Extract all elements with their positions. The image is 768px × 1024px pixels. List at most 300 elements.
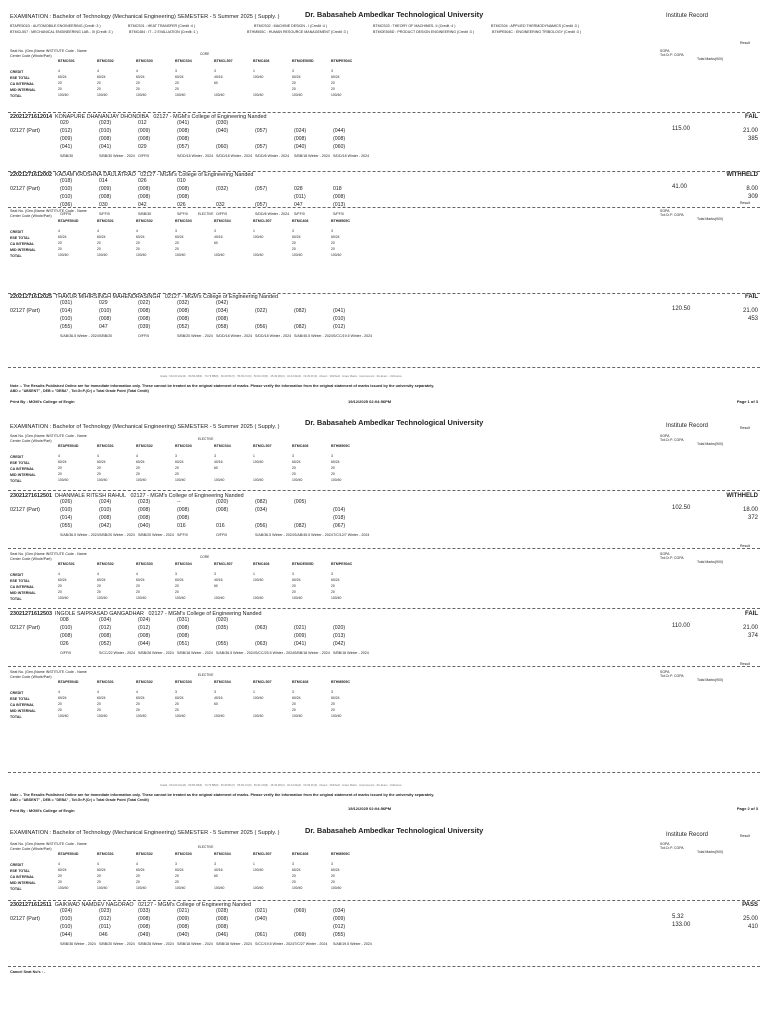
row-labels xyxy=(10,862,36,892)
row-label: ESE TOTAL xyxy=(10,697,30,701)
row-label: MID INTERNAL xyxy=(10,591,36,595)
row-value: 20 xyxy=(175,880,179,884)
mark-value: (010) xyxy=(60,924,73,930)
row-value: 4 xyxy=(97,454,99,458)
mark-value: (060) xyxy=(216,144,229,150)
row-value: 20 xyxy=(58,590,62,594)
sgpa-header xyxy=(660,552,684,560)
grade-value: S/BB/18 Winter - 2024 xyxy=(294,154,330,158)
row-value: 20 xyxy=(136,466,140,470)
row-value: 100/40 xyxy=(214,596,225,600)
row-value: 20 xyxy=(58,466,62,470)
row-value: 100/40 xyxy=(331,93,342,97)
row-value: 100/40 xyxy=(97,596,108,600)
mark-value: 018 xyxy=(333,186,342,192)
centre-code-header: Center Code (Whole/Part) xyxy=(10,847,52,851)
institute-record-label: Institute Record xyxy=(666,13,709,19)
row-value: 3 xyxy=(175,69,177,73)
ese-row xyxy=(58,235,370,239)
college-name: 02127 - MGM's College of Engineering Nanded xyxy=(148,611,262,617)
row-value: 20 xyxy=(58,702,62,706)
mark-value: (008) xyxy=(138,916,151,922)
row-value: 4 xyxy=(136,862,138,866)
row-value: 1 xyxy=(253,862,255,866)
row-value: 20 xyxy=(97,584,101,588)
row-value: 60/24 xyxy=(175,578,184,582)
grade-value: S/BB/20 Winter - 2024 xyxy=(177,334,213,338)
mark-value: (044) xyxy=(333,128,346,134)
grade-value: S/BB/28 Winter - 2024 xyxy=(138,651,174,655)
row-value: 20 xyxy=(292,472,296,476)
mark-value: (031) xyxy=(177,617,190,623)
mark-value: (039) xyxy=(138,324,151,330)
row-value: 60/24 xyxy=(175,460,184,464)
mark-value: -- xyxy=(177,499,181,505)
mark-value: (036) xyxy=(60,202,73,208)
row-value: 20 xyxy=(175,87,179,91)
row-label: ESE TOTAL xyxy=(10,236,30,240)
result-status: FAIL xyxy=(745,114,758,120)
mark-value: 030 xyxy=(99,202,108,208)
row-value: 100/40 xyxy=(175,253,186,257)
mark-value: (011) xyxy=(294,194,306,200)
mark-value: (030) xyxy=(216,120,229,126)
row-value: 100/40 xyxy=(97,714,108,718)
abbreviation-note: ABD = "ABSENT" , DEB = "DEBA" , Tot.Gr.P.(Cr) = Total Grade Point (Total Credit) xyxy=(10,389,149,393)
row-value: 20 xyxy=(136,702,140,706)
mark-value: (008) xyxy=(99,136,112,142)
row-value: 100/40 xyxy=(58,886,69,890)
row-value: 20 xyxy=(292,708,296,712)
course-code: BTMCS02 xyxy=(97,59,114,63)
row-value: 60/24 xyxy=(331,696,340,700)
marks-row xyxy=(60,178,372,184)
divider xyxy=(8,666,760,667)
mark-value: (012) xyxy=(99,625,112,631)
divider xyxy=(8,112,760,113)
row-value: 60/24 xyxy=(175,75,184,79)
mark-value: (008) xyxy=(177,308,190,314)
course-code: BTMCS02 xyxy=(136,219,153,223)
ca-row xyxy=(58,702,370,706)
row-value: 20 xyxy=(175,702,179,706)
mark-value: (034) xyxy=(333,908,346,914)
mark-value: (052) xyxy=(177,324,190,330)
row-value: 3 xyxy=(175,862,177,866)
course-code: BTMCS04 xyxy=(175,562,192,566)
course-code: BTMCL507 xyxy=(253,852,272,856)
marks-row xyxy=(60,932,372,938)
mark-value: (040) xyxy=(177,932,190,938)
grade-value: S/DD/18 Winter - 2024 xyxy=(216,154,253,158)
row-value: 100/40 xyxy=(253,460,264,464)
row-value: 100/40 xyxy=(253,714,264,718)
row-value: 60/24 xyxy=(58,75,67,79)
result-header: Result xyxy=(740,662,750,666)
mark-value: (024) xyxy=(60,908,73,914)
grade-value: S/AB/36.5 Winter - 2024 xyxy=(255,533,294,537)
mark-value: (057) xyxy=(255,144,268,150)
row-value: 20 xyxy=(175,584,179,588)
mark-value: (009) xyxy=(138,128,151,134)
mark-value: (008) xyxy=(216,507,229,513)
row-value: 100/40 xyxy=(331,478,342,482)
credits-earned: 21.00 xyxy=(742,308,758,314)
mark-value: (056) xyxy=(255,523,268,529)
total-marks-header: Total Marks(900) xyxy=(697,442,724,446)
mark-value: (067) xyxy=(333,523,346,529)
row-label: TOTAL xyxy=(10,887,22,891)
course-code: BTMCS01 xyxy=(97,852,114,856)
divider xyxy=(8,207,760,208)
row-value: 60/24 xyxy=(58,235,67,239)
row-value: 100/40 xyxy=(58,596,69,600)
total-grade-points: 102.50 xyxy=(672,505,691,511)
course-code: BTMCS01 xyxy=(97,444,114,448)
total-grade-points: 41.00 xyxy=(672,184,688,190)
row-value: 4 xyxy=(58,572,60,576)
row-value: 20 xyxy=(58,874,62,878)
student-name: DHANMALE RITESH RAHUL xyxy=(54,493,126,499)
row-value: 20 xyxy=(292,874,296,878)
row-value: 60 xyxy=(214,702,218,706)
total-grade-points: 120.50 xyxy=(672,306,691,312)
course-code: BTAPE504D xyxy=(58,219,79,223)
row-label: CA INTERNAL xyxy=(10,82,35,86)
grades-row xyxy=(60,334,372,338)
row-value: 20 xyxy=(292,81,296,85)
row-value: 1 xyxy=(253,454,255,458)
mark-value: (012) xyxy=(138,625,151,631)
row-value: 60 xyxy=(214,241,218,245)
mark-value: (008) xyxy=(138,515,151,521)
course-code: BTMCS01 xyxy=(58,59,75,63)
row-value: 3 xyxy=(175,690,177,694)
sgpa-label: SGPA xyxy=(660,552,670,556)
total-marks-header: Total Marks(900) xyxy=(697,217,724,221)
divider xyxy=(8,608,760,609)
marks-row xyxy=(60,916,372,922)
mark-value: (044) xyxy=(138,641,151,647)
grade-value: S/FF/0 xyxy=(294,212,305,216)
mark-value: (024) xyxy=(294,128,307,134)
grade-value: S/BB/20 Winter - 2024 xyxy=(138,533,174,537)
mark-value: (063) xyxy=(255,641,268,647)
row-value: 20 xyxy=(58,880,62,884)
row-value: 20 xyxy=(97,466,101,470)
row-value: 20 xyxy=(58,584,62,588)
student-name: INGOLE SAIPRASAD GANGADHAR xyxy=(54,611,144,617)
mid-row xyxy=(58,708,370,712)
cgpa-label: Tot.Cr.P. CGPA xyxy=(660,53,684,57)
total-row xyxy=(58,478,370,482)
total-marks-header: Total Marks(900) xyxy=(697,57,724,61)
sgpa-header xyxy=(660,434,684,442)
student-name: GAIKWAD NAMDEV NAGORAO xyxy=(54,902,134,908)
result-sheet-page-2 xyxy=(0,410,768,820)
row-label: TOTAL xyxy=(10,254,22,258)
cgpa-label: Tot.Cr.P. CGPA xyxy=(660,846,684,850)
grade-value: S/BB/18 Winter - 2024 xyxy=(333,651,369,655)
row-value: 60/24 xyxy=(136,578,145,582)
course-group-label: ELECTIVE xyxy=(198,212,214,216)
row-value: 100/40 xyxy=(331,253,342,257)
row-value: 100/40 xyxy=(292,714,303,718)
student-name: KONAPURE DHANANJAY DHONDIBA xyxy=(54,114,149,120)
row-value: 4 xyxy=(97,229,99,233)
grade-value: S/FF/0 xyxy=(99,212,110,216)
seat-no-header: Seat No. (Gen.)Name INSTITUTE Code - Name xyxy=(10,552,87,556)
mark-value: (034) xyxy=(216,308,229,314)
ca-row xyxy=(58,584,370,588)
course-code: BTMCS04 xyxy=(214,444,231,448)
print-by: Print By : MGM's College of Engin xyxy=(10,808,75,813)
row-label: MID INTERNAL xyxy=(10,709,36,713)
result-sheet-page-1 xyxy=(0,0,768,410)
row-value: 100/40 xyxy=(214,93,225,97)
mark-value: (051) xyxy=(177,641,190,647)
row-value: 40/16 xyxy=(214,235,223,239)
row-value: 100/40 xyxy=(253,578,264,582)
row-value: 60/24 xyxy=(97,235,106,239)
mark-value: (008) xyxy=(138,308,151,314)
row-value: 4 xyxy=(97,69,99,73)
sgpa-label: SGPA xyxy=(660,670,670,674)
ese-row xyxy=(58,460,370,464)
mark-value: (014) xyxy=(333,507,346,513)
grade-value: S/DD/18 Winter - 2024 xyxy=(255,334,292,338)
mark-value: 014 xyxy=(99,178,108,184)
result-header: Result xyxy=(740,201,750,205)
credits-earned: 21.00 xyxy=(742,625,758,631)
row-value: 1 xyxy=(253,229,255,233)
mark-value: (008) xyxy=(216,916,229,922)
mid-row xyxy=(58,87,370,91)
row-value: 100/40 xyxy=(253,868,264,872)
row-value: 4 xyxy=(58,454,60,458)
course-code: BTMCL507 xyxy=(253,680,272,684)
grade-value: S/CC/22 Winter - 2024 xyxy=(99,651,136,655)
sgpa-label: SGPA xyxy=(660,434,670,438)
mark-value: (012) xyxy=(333,924,346,930)
mark-value: (010) xyxy=(60,625,73,631)
total-marks-header: Total Marks(900) xyxy=(697,678,724,682)
row-value: 60/24 xyxy=(58,868,67,872)
course-code: BTMCS02 xyxy=(97,562,114,566)
college-name: 02127 - MGM's College of Engineering Nanded xyxy=(164,294,279,300)
row-value: 20 xyxy=(136,584,140,588)
total-marks: 385 xyxy=(747,136,758,142)
row-value: 60 xyxy=(214,466,218,470)
row-value: 20 xyxy=(331,702,335,706)
course-list xyxy=(10,24,620,36)
row-value: 100/40 xyxy=(331,714,342,718)
sgpa-label: SGPA xyxy=(660,209,670,213)
course-code: BTHM505C xyxy=(331,680,350,684)
marks-row xyxy=(60,136,372,142)
mark-value: (082) xyxy=(294,324,307,330)
row-label: TOTAL xyxy=(10,479,22,483)
mark-value: (034) xyxy=(255,507,268,513)
row-labels xyxy=(10,572,36,602)
row-value: 100/40 xyxy=(214,714,225,718)
mark-value: (060) xyxy=(333,144,346,150)
mark-value: (010) xyxy=(60,186,73,192)
total-marks-header: Total Marks(900) xyxy=(697,850,724,854)
row-value: 100/40 xyxy=(253,235,264,239)
row-value: 4 xyxy=(136,690,138,694)
mark-value: (028) xyxy=(216,908,229,914)
row-value: 3 xyxy=(292,572,294,576)
mark-value: 010 xyxy=(177,178,186,184)
result-status: WITHHELD xyxy=(726,172,758,178)
course-item: BTMCS01 : HEAT TRANSFER (Credit :4 ) xyxy=(128,24,196,28)
mid-row xyxy=(58,247,370,251)
row-value: 3 xyxy=(331,572,333,576)
course-code: BTMC408 xyxy=(292,680,309,684)
grade-value: S/BB/30 xyxy=(60,154,74,158)
row-value: 100/40 xyxy=(58,478,69,482)
marks-row xyxy=(60,507,372,513)
row-value: 20 xyxy=(331,708,335,712)
row-value: 60/24 xyxy=(97,696,106,700)
row-label: CREDIT xyxy=(10,70,24,74)
grades-legend: Grade : 90-100 AA(10) · 80-89 AB(9) · 70-79 BB(8) · 60-69 BC(7) · 55-59 CC(6) · 50-54 CD(5) · 45-49 DD(4) · 40-44 DE(3) · 00-39 FF(0) · Absent · Withheld · Grace Marks · Improvement · Re-Exam · Ordinance xyxy=(160,375,402,378)
row-value: 60/24 xyxy=(292,868,301,872)
mark-value: (010) xyxy=(333,316,346,322)
course-code: BTMCS04 xyxy=(214,680,231,684)
credits-earned: 25.00 xyxy=(742,916,758,922)
grades-row xyxy=(60,533,372,537)
mark-value: (008) xyxy=(138,186,151,192)
total-grade-points: 133.00 xyxy=(672,922,691,928)
row-value: 100/40 xyxy=(253,696,264,700)
mark-value: (058) xyxy=(216,324,229,330)
row-value: 20 xyxy=(292,590,296,594)
row-label: CREDIT xyxy=(10,573,24,577)
grade-value: S/AB/19.5 Winter - 2024 xyxy=(333,942,372,946)
mark-value: (010) xyxy=(99,507,112,513)
mark-value: (055) xyxy=(333,932,346,938)
row-value: 20 xyxy=(136,247,140,251)
mark-value: 020 xyxy=(60,120,69,126)
mark-value: (022) xyxy=(255,308,268,314)
row-value: 20 xyxy=(136,87,140,91)
mark-value: (055) xyxy=(60,523,73,529)
mark-value: (042) xyxy=(216,300,229,306)
row-value: 100/40 xyxy=(253,93,264,97)
marks-row xyxy=(60,908,372,914)
row-value: 3 xyxy=(214,69,216,73)
course-group-label: ELECTIVE xyxy=(198,845,214,849)
row-value: 60/24 xyxy=(292,75,301,79)
seat-number: 22021271612025 xyxy=(10,294,52,300)
course-item: BTHM505C : HUMAN RESOURCE MANAGEMENT (Credit :3 ) xyxy=(247,30,348,34)
mark-value: 029 xyxy=(99,300,108,306)
row-value: 100/40 xyxy=(97,93,108,97)
total-row xyxy=(58,596,370,600)
cgpa-label: Tot.Cr.P. CGPA xyxy=(660,438,684,442)
row-value: 100/40 xyxy=(136,886,147,890)
row-value: 60/24 xyxy=(136,696,145,700)
mark-value: (069) xyxy=(294,932,307,938)
college-name: 02127 - MGM's College of Engineering Nanded xyxy=(138,902,252,908)
row-value: 20 xyxy=(331,880,335,884)
course-code-row xyxy=(58,680,370,684)
row-value: 3 xyxy=(292,454,294,458)
course-code: BTMCL507 xyxy=(214,562,233,566)
row-value: 100/40 xyxy=(253,478,264,482)
mark-value: (008) xyxy=(60,633,73,639)
mark-value: 026 xyxy=(177,202,186,208)
grade-value: S/BB/36 Winter - 2024 xyxy=(60,942,96,946)
course-code: BTMCL507 xyxy=(253,219,272,223)
exam-title: EXAMINATION : Bachelor of Technology (Mechanical Engineering) SEMESTER - 5 Summer 2025 ( Supply. ) xyxy=(10,424,280,430)
credit-row xyxy=(58,454,370,458)
mark-value: (008) xyxy=(138,924,151,930)
mark-value: (082) xyxy=(294,308,307,314)
row-value: 60/24 xyxy=(136,868,145,872)
course-code: BTHM505C xyxy=(331,444,350,448)
sgpa-header xyxy=(660,49,684,57)
cgpa-label: Tot.Cr.P. CGPA xyxy=(660,674,684,678)
row-value: 3 xyxy=(175,229,177,233)
mark-value: (008) xyxy=(177,924,190,930)
mark-value: 046 xyxy=(99,932,108,938)
row-label: CA INTERNAL xyxy=(10,875,35,879)
centre-code: 02127 (Part) xyxy=(10,507,40,513)
marks-row xyxy=(60,924,372,930)
mark-value: (057) xyxy=(255,202,268,208)
mark-value: (041) xyxy=(294,641,307,647)
course-group-label: CORE xyxy=(200,555,210,559)
row-value: 100/40 xyxy=(136,596,147,600)
mark-value: (042) xyxy=(99,523,112,529)
course-code: BTMOE505D xyxy=(292,562,314,566)
mark-value: (024) xyxy=(138,617,151,623)
mark-value: (022) xyxy=(138,300,151,306)
seat-number: 23021271612511 xyxy=(10,902,52,908)
grade-value: S/BB/30 xyxy=(138,212,152,216)
page-number: Page 1 of 3 xyxy=(736,399,758,404)
result-status: WITHHELD xyxy=(726,493,758,499)
row-value: 100/40 xyxy=(253,75,264,79)
mark-value: 016 xyxy=(177,523,186,529)
mark-value: 028 xyxy=(294,186,303,192)
row-value: 100/40 xyxy=(58,253,69,257)
row-value: 4 xyxy=(58,69,60,73)
row-value: 60/24 xyxy=(292,460,301,464)
course-code-row xyxy=(58,562,370,566)
total-grade-points: 110.00 xyxy=(672,623,690,629)
total-row xyxy=(58,253,370,257)
row-value: 20 xyxy=(331,874,335,878)
grade-value: S/BB/20 Winter - 2024 xyxy=(99,942,135,946)
row-value: 60/24 xyxy=(136,75,145,79)
divider xyxy=(8,966,760,967)
row-value: 20 xyxy=(136,880,140,884)
total-marks: 453 xyxy=(747,316,758,322)
mark-value: (063) xyxy=(255,625,268,631)
disclaimer-note: Note :- The Results Published Online are for immediate information only. These cannot be treated as the original statement of marks. Please verify the information from the original statement of marks issued by the university separately. xyxy=(10,793,435,797)
row-value: 20 xyxy=(97,247,101,251)
row-value: 100/40 xyxy=(253,886,264,890)
centre-code: 02127 (Part) xyxy=(10,625,40,631)
row-value: 60/24 xyxy=(58,460,67,464)
course-code: BTMCL507 xyxy=(214,59,233,63)
row-value: 60/24 xyxy=(175,696,184,700)
sgpa-header xyxy=(660,670,684,678)
